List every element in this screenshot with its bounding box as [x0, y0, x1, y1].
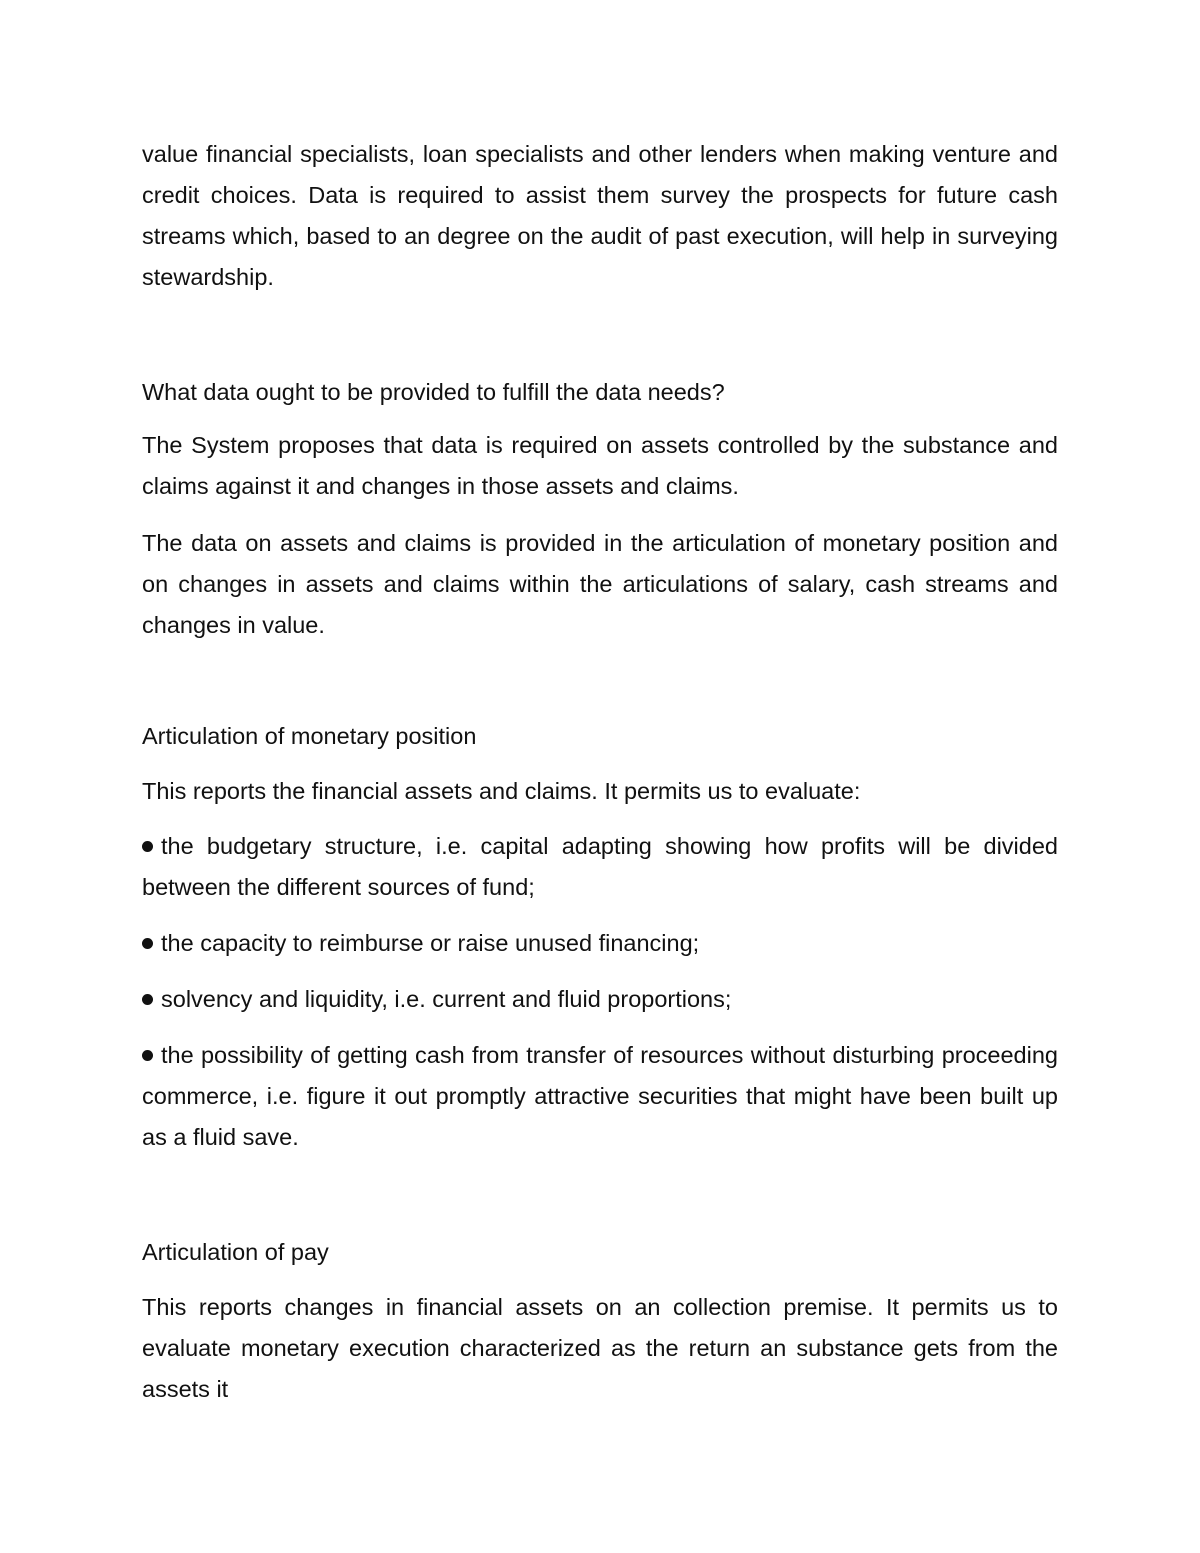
bullet-text: the budgetary structure, i.e. capital adapting showing how profits will be divided between the different sources of fund;: [142, 833, 1058, 900]
bullet-text: solvency and liquidity, i.e. current and fluid proportions;: [161, 986, 732, 1012]
paragraph-position-intro: This reports the financial assets and claims. It permits us to evaluate:: [142, 778, 861, 804]
paragraph-intro: value financial specialists, loan specialists and other lenders when making venture and credit choices. Data is required to assist them survey the prospects for future cash streams which, based to an degree on the audit of past execution, will help in surveying stewardship.: [142, 141, 1058, 290]
paragraph-pay: This reports changes in financial assets on an collection premise. It permits us to evaluate monetary execution characterized as the return an substance gets from the assets it: [142, 1294, 1058, 1402]
bullet-item: [142, 1035, 1058, 1158]
bullet-icon: [142, 938, 153, 949]
bullet-item: [142, 923, 1058, 964]
bullet-icon: [142, 1050, 153, 1061]
paragraph-data-on-assets: The data on assets and claims is provided in the articulation of monetary position and on changes in assets and claims within the articulations of salary, cash streams and changes in value.: [142, 530, 1058, 638]
bullet-icon: [142, 841, 153, 852]
section-heading-pay: Articulation of pay: [142, 1239, 329, 1265]
question-heading: What data ought to be provided to fulfill the data needs?: [142, 379, 725, 405]
bullet-text: the capacity to reimburse or raise unused financing;: [161, 930, 700, 956]
bullet-item: [142, 979, 1058, 1020]
bullet-text: the possibility of getting cash from transfer of resources without disturbing proceeding commerce, i.e. figure it out promptly attractive securities that might have been built up as a fluid save.: [142, 1042, 1058, 1150]
section-heading-monetary-position: Articulation of monetary position: [142, 723, 477, 749]
bullet-icon: [142, 994, 153, 1005]
document-page: [142, 134, 1058, 1410]
paragraph-system: The System proposes that data is required on assets controlled by the substance and claims against it and changes in those assets and claims.: [142, 432, 1058, 499]
bullet-item: [142, 826, 1058, 908]
